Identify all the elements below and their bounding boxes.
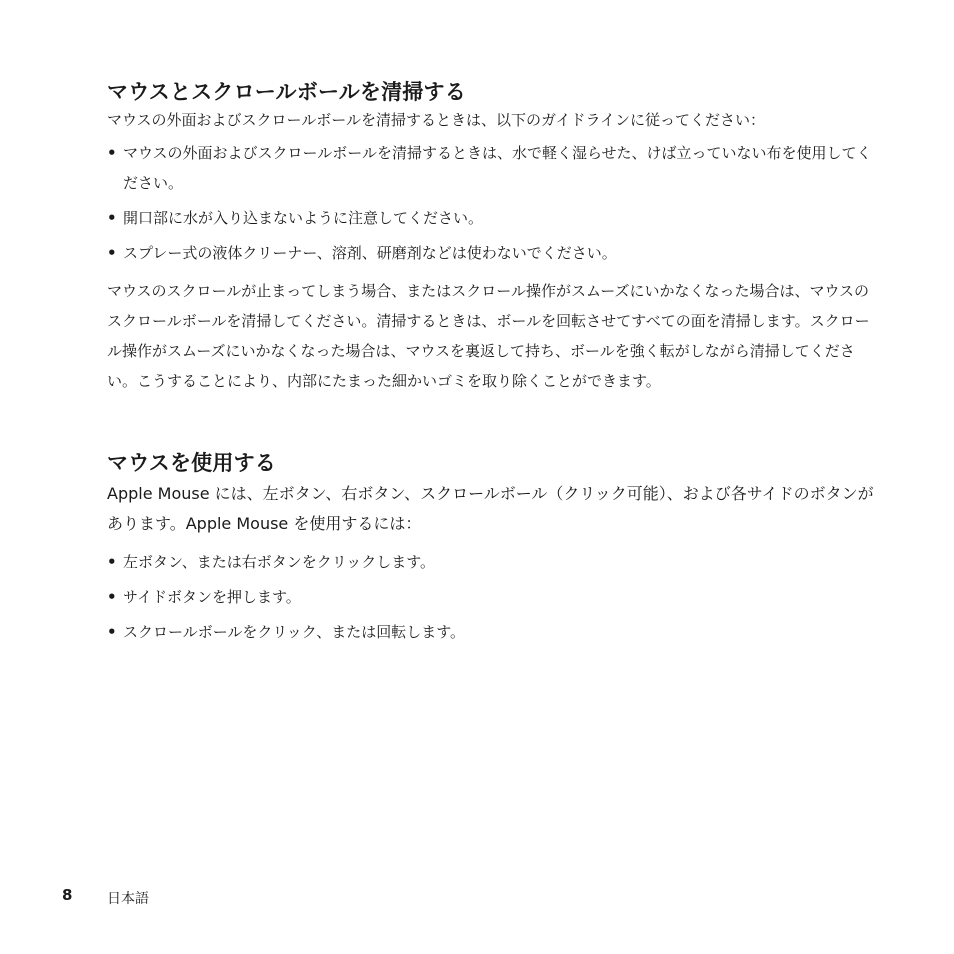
- section-intro-cleaning: マウスの外面およびスクロールボールを清掃するときは、以下のガイドラインに従ってください：: [107, 111, 766, 129]
- list-item-text: スクロールボールをクリック、または回転します。: [123, 623, 466, 641]
- bullet-list-using: [107, 547, 875, 647]
- bullet-icon: •: [107, 588, 117, 606]
- list-item: [107, 617, 875, 647]
- bullet-list-cleaning: [107, 138, 875, 268]
- list-item-text: サイドボタンを押します。: [123, 588, 301, 606]
- list-item: [107, 582, 875, 612]
- list-item: [107, 138, 875, 198]
- body-paragraph-cleaning: マウスのスクロールが止まってしまう場合、またはスクロール操作がスムーズにいかなくなった場合は、マウスのスクロールボールを清掃してください。清掃するときは、ボールを回転させてすべての面を清掃します。スクロール操作がスムーズにいかなくなった場合は、マウスを裏返して持ち、ボールを強く転がしながら清掃してください。こうすることにより、内部にたまった細かいゴミを取り除くことができます。: [107, 282, 870, 390]
- section-title-cleaning: マウスとスクロールボールを清掃する: [107, 80, 466, 104]
- list-item-text: マウスの外面およびスクロールボールを清掃するときは、水で軽く湿らせた、けば立っていない布を使用してください。: [123, 144, 872, 192]
- section-intro-using: Apple Mouse には、左ボタン、右ボタン、スクロールボール（クリック可能）、および各サイドのボタンがあります。Apple Mouse を使用するには：: [107, 484, 874, 533]
- page-number: 8: [62, 886, 73, 904]
- bullet-icon: •: [107, 623, 117, 641]
- list-item: [107, 238, 875, 268]
- bullet-icon: •: [107, 244, 117, 262]
- list-item: [107, 203, 875, 233]
- page-content: [107, 78, 875, 652]
- bullet-icon: •: [107, 144, 117, 162]
- section-title-using: マウスを使用する: [107, 451, 276, 475]
- footer-language: 日本語: [107, 891, 149, 907]
- bullet-icon: •: [107, 209, 117, 227]
- bullet-icon: •: [107, 553, 117, 571]
- section-cleaning: [107, 78, 875, 396]
- list-item: [107, 547, 875, 577]
- list-item-text: 開口部に水が入り込まないように注意してください。: [123, 209, 484, 227]
- section-using: [107, 449, 875, 647]
- list-item-text: 左ボタン、または右ボタンをクリックします。: [123, 553, 436, 571]
- list-item-text: スプレー式の液体クリーナー、溶剤、研磨剤などは使わないでください。: [123, 244, 617, 262]
